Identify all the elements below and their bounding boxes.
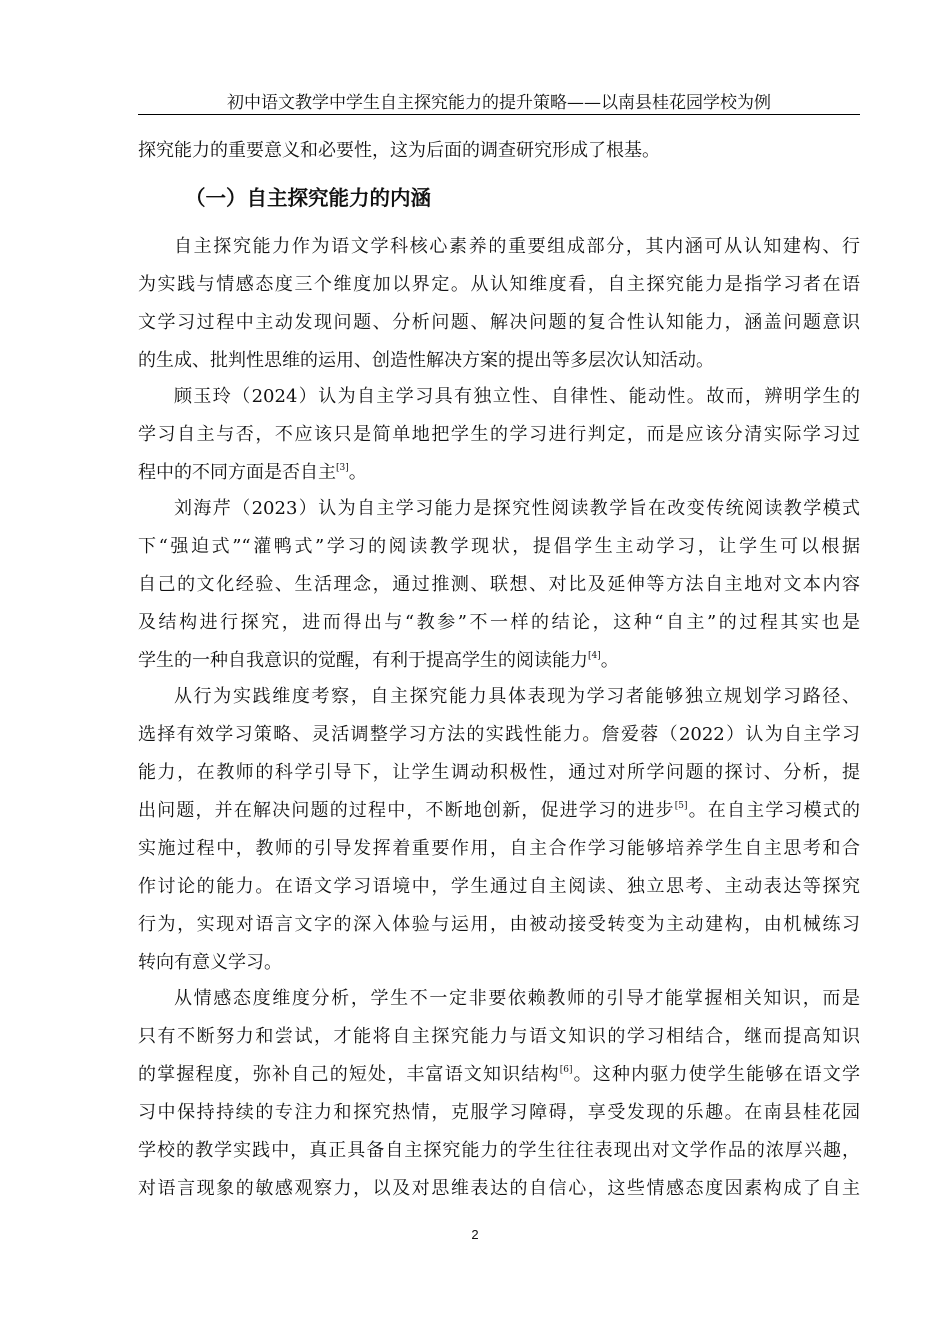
body-line xyxy=(138,798,860,824)
body-line: 探究能力的重要意义和必要性，这为后面的调查研究形成了根基。 xyxy=(138,140,660,161)
citation-ref: [4] xyxy=(588,651,601,661)
body-line: 对语言现象的敏感观察力，以及对思维表达的自信心，这些情感态度因素构成了自主 xyxy=(138,1178,860,1199)
running-header: 初中语文教学中学生自主探究能力的提升策略——以南县桂花园学校为例 xyxy=(227,93,771,113)
body-line xyxy=(138,648,860,674)
body-line: 转向有意义学习。 xyxy=(138,952,282,973)
line-text: 程中的不同方面是否自主 xyxy=(138,462,336,483)
body-line: 行为，实现对语言文字的深入体验与运用，由被动接受转变为主动建构，由机械练习 xyxy=(138,914,860,935)
line-text: 学生的一种自我意识的觉醒，有利于提高学生的阅读能力 xyxy=(138,650,588,671)
body-line: 及结构进行探究，进而得出与“教参”不一样的结论，这种“自主”的过程其实也是 xyxy=(138,612,860,633)
line-text: 。这种内驱力使学生能够在语文学 xyxy=(572,1064,861,1085)
body-line xyxy=(138,460,860,486)
body-line: 刘海芹（2023）认为自主学习能力是探究性阅读教学旨在改变传统阅读教学模式 xyxy=(174,498,860,519)
body-line: 习中保持持续的专注力和探究热情，克服学习障碍，享受发现的乐趣。在南县桂花园 xyxy=(138,1102,860,1123)
body-line: 选择有效学习策略、灵活调整学习方法的实践性能力。詹爱蓉（2022）认为自主学习 xyxy=(138,724,860,745)
body-line: 自主探究能力作为语文学科核心素养的重要组成部分，其内涵可从认知建构、行 xyxy=(174,236,860,257)
line-text: 的掌握程度，弥补自己的短处，丰富语文知识结构 xyxy=(138,1064,560,1085)
citation-ref: [3] xyxy=(336,463,349,473)
body-line xyxy=(138,1062,860,1088)
body-line: 从行为实践维度考察，自主探究能力具体表现为学习者能够独立规划学习路径、 xyxy=(174,686,860,707)
body-line: 实施过程中，教师的引导发挥着重要作用，自主合作学习能够培养学生自主思考和合 xyxy=(138,838,860,859)
section-heading: （一）自主探究能力的内涵 xyxy=(185,186,431,210)
page-number: 2 xyxy=(471,1227,479,1242)
line-text: 在自主学习模式的 xyxy=(707,800,861,821)
body-line: 顾玉玲（2024）认为自主学习具有独立性、自律性、能动性。故而，辨明学生的 xyxy=(174,386,860,407)
header-rule xyxy=(138,114,860,115)
body-line: 文学习过程中主动发现问题、分析问题、解决问题的复合性认知能力，涵盖问题意识 xyxy=(138,312,860,333)
punctuation: 。 xyxy=(348,462,367,483)
body-line: 能力，在教师的科学引导下，让学生调动积极性，通过对所学问题的探讨、分析，提 xyxy=(138,762,860,783)
citation-ref: [6] xyxy=(559,1065,573,1075)
body-line: 自己的文化经验、生活理念，通过推测、联想、对比及延伸等方法自主地对文本内容 xyxy=(138,574,860,595)
body-line: 只有不断努力和尝试，才能将自主探究能力与语文知识的学习相结合，继而提高知识 xyxy=(138,1026,860,1047)
body-line: 为实践与情感态度三个维度加以界定。从认知维度看，自主探究能力是指学习者在语 xyxy=(138,274,860,295)
body-line: 作讨论的能力。在语文学习语境中，学生通过自主阅读、独立思考、主动表达等探究 xyxy=(138,876,860,897)
body-line: 学校的教学实践中，真正具备自主探究能力的学生往往表现出对文学作品的浓厚兴趣， xyxy=(138,1140,860,1161)
punctuation: 。 xyxy=(600,650,619,671)
body-line: 的生成、批判性思维的运用、创造性解决方案的提出等多层次认知活动。 xyxy=(138,350,714,371)
punctuation: 。 xyxy=(687,800,708,821)
citation-ref: [5] xyxy=(674,801,688,811)
body-line: 从情感态度维度分析，学生不一定非要依赖教师的引导才能掌握相关知识，而是 xyxy=(174,988,860,1009)
body-line: 学习自主与否，不应该只是简单地把学生的学习进行判定，而是应该分清实际学习过 xyxy=(138,424,860,445)
body-line: 下“强迫式”“灌鸭式”学习的阅读教学现状，提倡学生主动学习，让学生可以根据 xyxy=(138,536,860,557)
line-text: 出问题，并在解决问题的过程中，不断地创新，促进学习的进步 xyxy=(138,800,675,821)
